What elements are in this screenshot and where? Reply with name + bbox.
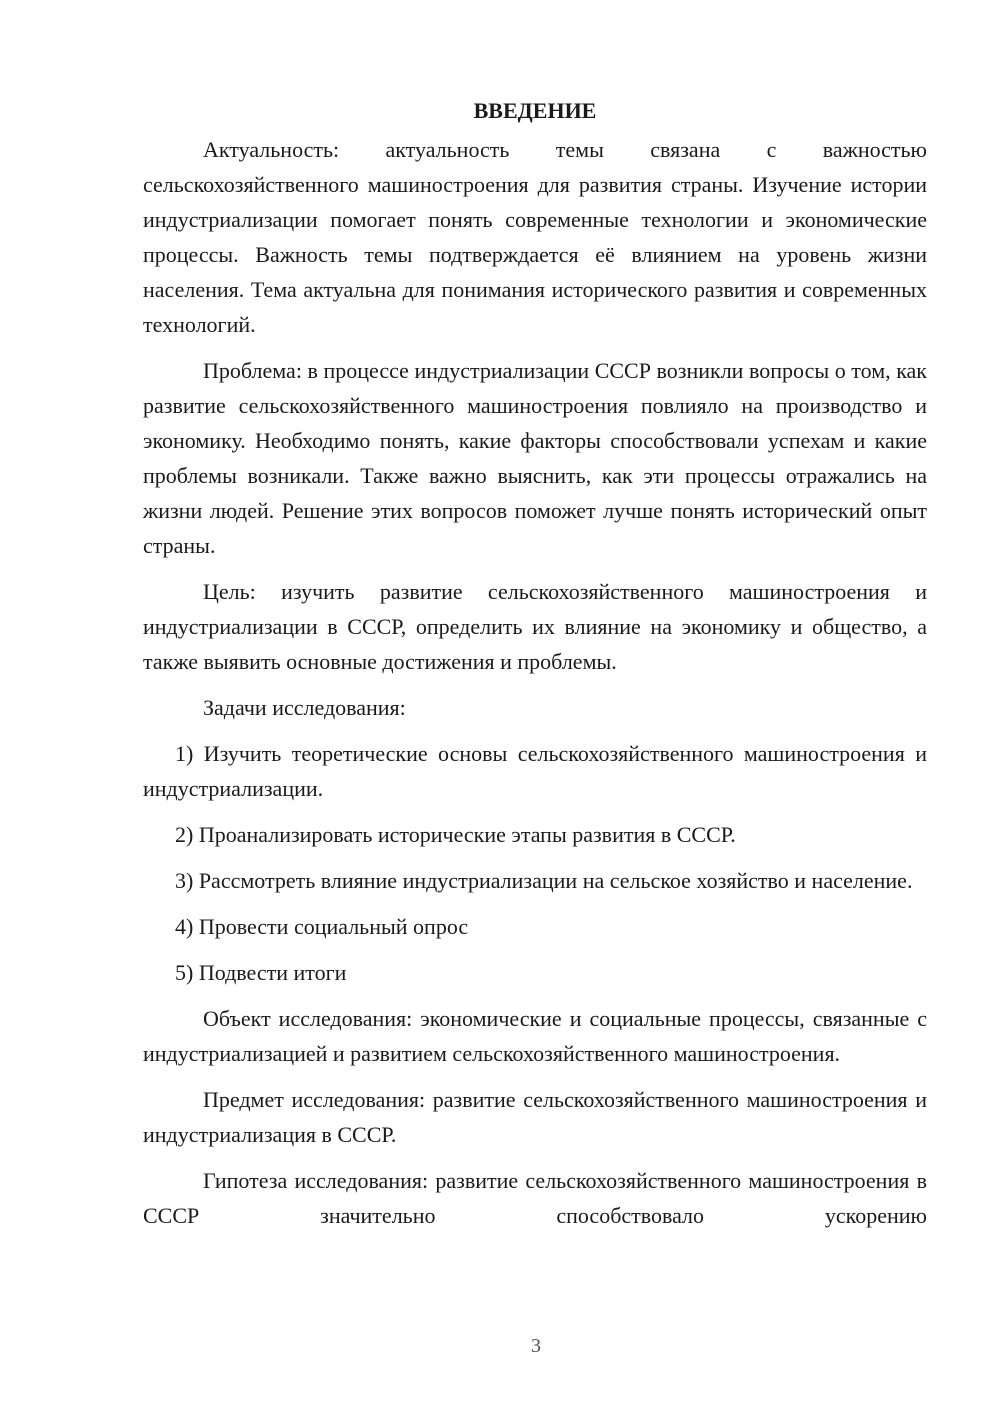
subject-paragraph: Предмет исследования: развитие сельскохозяйственного машиностроения и индустриализация в СССР. [143, 1087, 927, 1147]
object-paragraph: Объект исследования: экономические и социальные процессы, связанные с индустриализацией и развитием сельскохозяйственного машиностроения. [143, 1006, 927, 1066]
goal-paragraph: Цель: изучить развитие сельскохозяйственного машиностроения и индустриализации в СССР, определить их влияние на экономику и общество, а также выявить основные достижения и проблемы. [143, 579, 927, 674]
task-item-5: 5) Подвести итоги [175, 960, 347, 985]
task-item-3: 3) Рассмотреть влияние индустриализации на сельское хозяйство и население. [175, 868, 913, 893]
tasks-title: Задачи исследования: [203, 695, 406, 720]
problem-paragraph: Проблема: в процессе индустриализации СССР возникли вопросы о том, как развитие сельскохозяйственного машиностроения повлияло на производство и экономику. Необходимо понять, какие факторы способствовали успехам и какие проблемы возникали. Также важно выяснить, как эти процессы отражались на жизни людей. Решение этих вопросов поможет лучше понять исторический опыт страны. [143, 358, 927, 558]
section-heading: ВВЕДЕНИЕ [473, 98, 597, 123]
page-number: 3 [531, 1335, 541, 1357]
task-item-4: 4) Провести социальный опрос [175, 914, 469, 939]
task-item-1: 1) Изучить теоретические основы сельскохозяйственного машиностроения и индустриализации. [143, 741, 927, 801]
task-item-2: 2) Проанализировать исторические этапы развития в СССР. [175, 822, 736, 847]
document-page [143, 94, 927, 1233]
hypothesis-paragraph: Гипотеза исследования: развитие сельскохозяйственного машиностроения в СССР значительно способствовало ускорению [143, 1168, 927, 1228]
relevance-paragraph: Актуальность: актуальность темы связана с важностью сельскохозяйственного машиностроения для развития страны. Изучение истории индустриализации помогает понять современные технологии и экономические процессы. Важность темы подтверждается её влиянием на уровень жизни населения. Тема актуальна для понимания исторического развития и современных технологий. [143, 137, 927, 337]
